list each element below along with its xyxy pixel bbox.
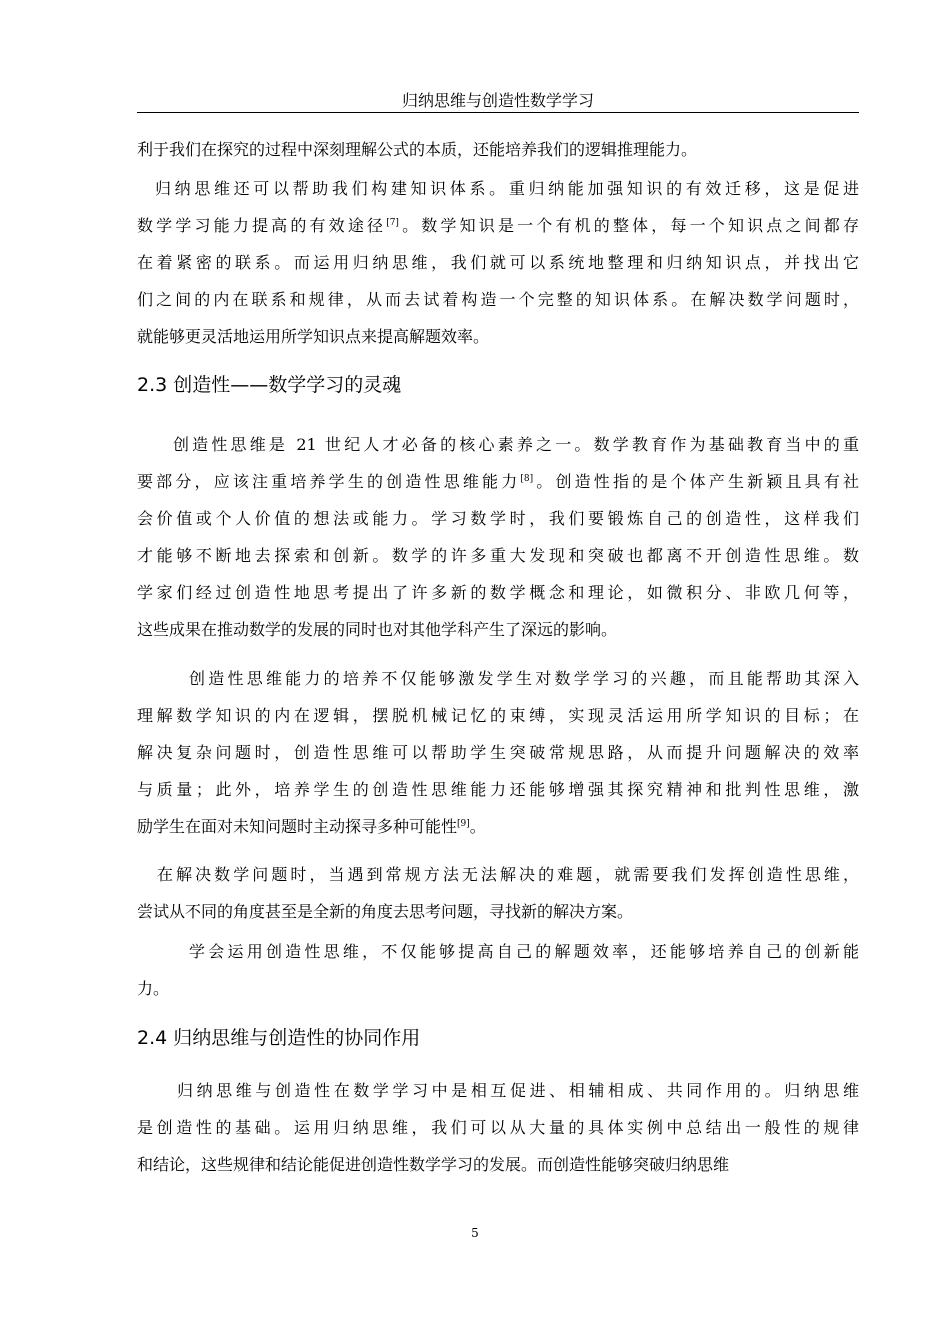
paragraph-line	[137, 135, 859, 165]
citation-reference: [7]	[386, 218, 399, 228]
line-text: 才能够不断地去探索和创新。数学的许多重大发现和突破也都离不开创造性思维。数	[137, 546, 859, 565]
citation-reference: [9]	[457, 819, 470, 829]
paragraph-line	[189, 937, 859, 967]
paragraph-line	[137, 248, 859, 278]
paragraph-line	[173, 430, 859, 460]
line-text: 是创造性的基础。运用归纳思维，我们可以从大量的具体实例中总结出一般性的规律	[137, 1118, 859, 1137]
page-number: 5	[471, 1226, 479, 1240]
line-text: 。创造性指的是个体产生新颖且具有社	[533, 472, 859, 491]
paragraph-line	[137, 897, 859, 927]
line-text: 归纳思维与创造性在数学学习中是相互促进、相辅相成、共同作用的。归纳思维	[177, 1081, 859, 1100]
line-text: 学会运用创造性思维，不仅能够提高自己的解题效率，还能够培养自己的创新能	[189, 942, 859, 961]
line-text: 数学学习能力提高的有效途径	[137, 216, 387, 235]
line-text: 。	[469, 817, 486, 836]
paragraph-line	[137, 1113, 859, 1143]
paragraph-line	[137, 701, 859, 731]
paragraph-line	[137, 541, 859, 571]
line-text: 。数学知识是一个有机的整体，每一个知识点之间都存	[398, 216, 859, 235]
line-text: 力。	[137, 979, 170, 998]
line-text: 就能够更灵活地运用所学知识点来提高解题效率。	[137, 327, 490, 346]
line-text: 利于我们在探究的过程中深刻理解公式的本质，还能培养我们的逻辑推理能力。	[137, 140, 698, 159]
line-text: 理解数学知识的内在逻辑，摆脱机械记忆的束缚，实现灵活运用所学知识的目标；在	[137, 706, 859, 725]
line-text: 要部分，应该注重培养学生的创造性思维能力	[137, 472, 521, 491]
line-text: 这些成果在推动数学的发展的同时也对其他学科产生了深远的影响。	[137, 620, 618, 639]
paragraph-line	[137, 615, 859, 645]
line-text: 创造性思维能力的培养不仅能够激发学生对数学学习的兴趣，而且能帮助其深入	[189, 669, 859, 688]
section-heading: 2.4 归纳思维与创造性的协同作用	[137, 1027, 421, 1049]
line-text: 与质量；此外，培养学生的创造性思维能力还能够增强其探究精神和批判性思维，激	[137, 780, 859, 799]
line-text: 学家们经过创造性地思考提出了许多新的数学概念和理论，如微积分、非欧几何等，	[137, 583, 859, 602]
paragraph-line	[157, 860, 859, 890]
paragraph-line	[189, 664, 859, 694]
paragraph-line	[137, 211, 859, 241]
paragraph-line	[137, 578, 859, 608]
running-header: 归纳思维与创造性数学学习	[137, 90, 859, 113]
line-text: 解决复杂问题时，创造性思维可以帮助学生突破常规思路，从而提升问题解决的效率	[137, 743, 859, 762]
paragraph-line	[155, 174, 859, 204]
paragraph-line	[137, 1150, 859, 1180]
line-text: 在解决数学问题时，当遇到常规方法无法解决的难题，就需要我们发挥创造性思维，	[157, 865, 859, 884]
paragraph-line	[137, 467, 859, 497]
paragraph-line	[177, 1076, 859, 1106]
line-text: 尝试从不同的角度甚至是全新的角度去思考问题，寻找新的解决方案。	[137, 902, 634, 921]
line-text: 会价值或个人价值的想法或能力。学习数学时，我们要锻炼自己的创造性，这样我们	[137, 509, 859, 528]
line-text: 们之间的内在联系和规律，从而去试着构造一个完整的知识体系。在解决数学问题时，	[137, 290, 859, 309]
line-text: 归纳思维还可以帮助我们构建知识体系。重归纳能加强知识的有效迁移，这是促进	[155, 179, 859, 198]
section-heading: 2.3 创造性——数学学习的灵魂	[137, 374, 402, 396]
line-text: 和结论，这些规律和结论能促进创造性数学学习的发展。而创造性能够突破归纳思维	[137, 1155, 730, 1174]
paragraph-line	[137, 285, 859, 315]
paragraph-line	[137, 322, 859, 352]
line-text: 励学生在面对未知问题时主动探寻多种可能性	[137, 817, 458, 836]
paragraph-line	[137, 775, 859, 805]
paragraph-line	[137, 738, 859, 768]
citation-reference: [8]	[520, 474, 534, 484]
line-text: 创造性思维是 21 世纪人才必备的核心素养之一。数学教育作为基础教育当中的重	[173, 435, 859, 454]
paragraph-line	[137, 504, 859, 534]
paragraph-line	[137, 974, 859, 1004]
paragraph-line	[137, 812, 859, 842]
line-text: 在着紧密的联系。而运用归纳思维，我们就可以系统地整理和归纳知识点，并找出它	[137, 253, 859, 272]
